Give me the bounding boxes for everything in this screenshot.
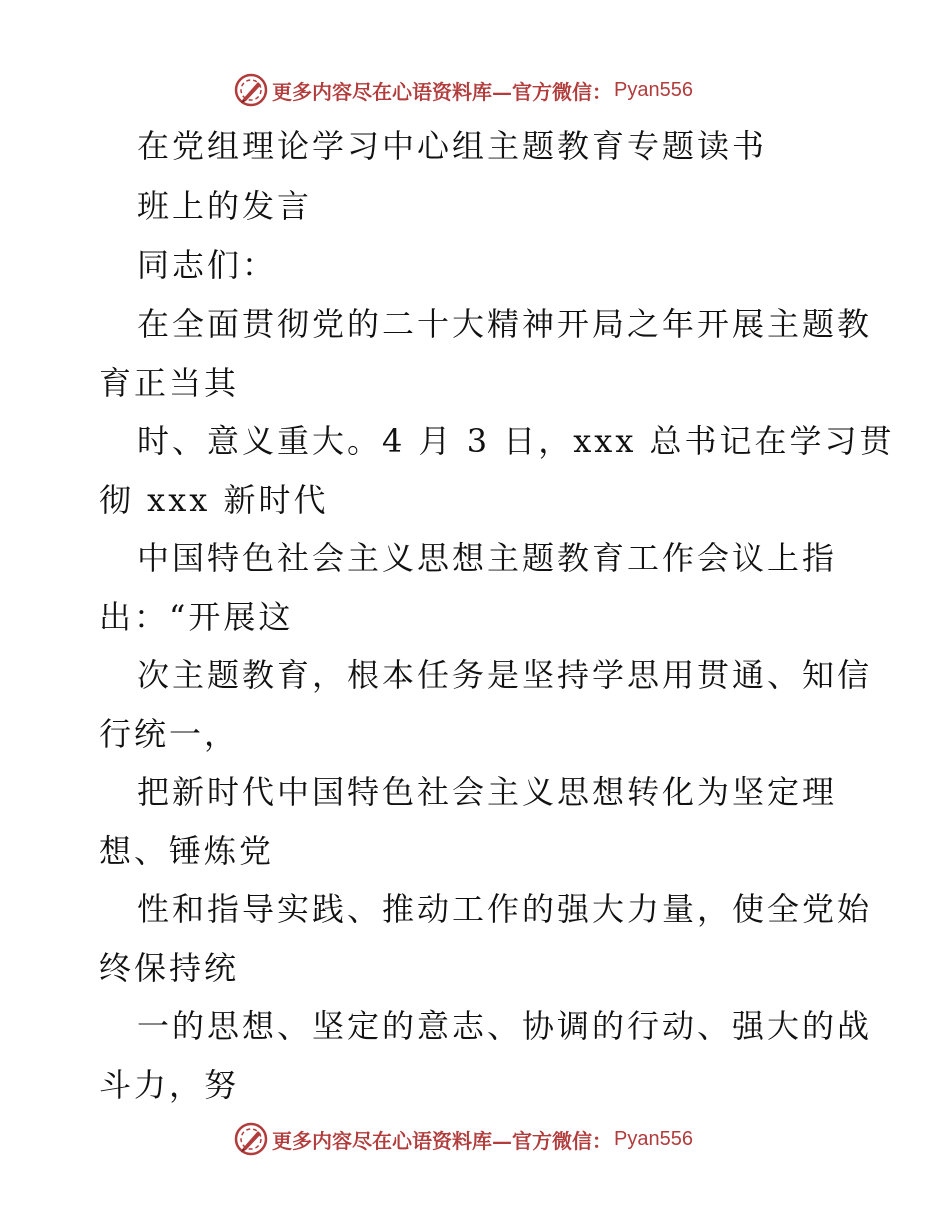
banner-text: 更多内容尽在心语资料库—官方微信： [272,79,612,104]
text-line: 想、锤炼党 [99,832,275,870]
text-line: 把新时代中国特色社会主义思想转化为坚定理 [137,773,838,811]
text-line: 斗力，努 [99,1066,240,1104]
text-line: 同志们： [137,246,278,284]
text-line: 班上的发言 [137,187,313,225]
header-banner [234,73,693,107]
text-line: 次主题教育，根本任务是坚持学思用贯通、知信 [137,656,873,694]
text-line: 时、意义重大。4 月 3 日，xxx 总书记在学习贯 [137,422,895,460]
text-line: 中国特色社会主义思想主题教育工作会议上指 [137,539,838,577]
banner-text: 更多内容尽在心语资料库—官方微信： [272,1128,612,1153]
text-line: 一的思想、坚定的意志、协调的行动、强大的战 [137,1007,873,1045]
pen-logo-icon [234,1122,268,1156]
footer-banner [234,1122,693,1156]
text-line: 在全面贯彻党的二十大精神开局之年开展主题教 [137,305,873,343]
text-line: 育正当其 [99,364,240,402]
text-line: 在党组理论学习中心组主题教育专题读书 [137,127,768,165]
text-line: 出：“开展这 [99,598,294,636]
text-line: 性和指导实践、推动工作的强大力量，使全党始 [137,890,873,928]
wechat-id: Pyan556 [614,1127,693,1150]
text-line: 行统一， [99,715,240,753]
wechat-id: Pyan556 [614,78,693,101]
text-line: 彻 xxx 新时代 [99,481,329,519]
pen-logo-icon [234,73,268,107]
text-line: 终保持统 [99,949,240,987]
